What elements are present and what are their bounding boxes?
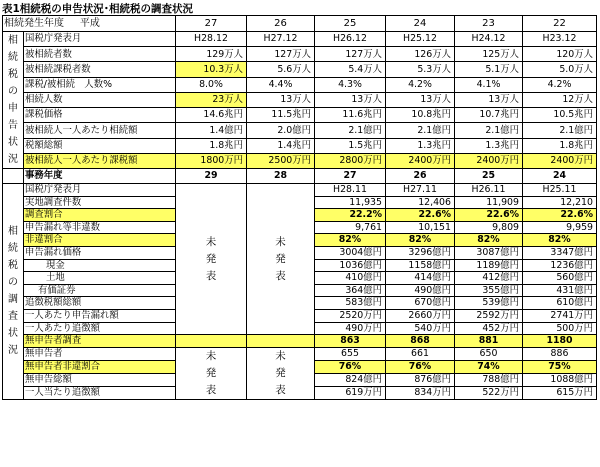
table-row [3, 77, 597, 92]
cell: 1.5兆円 [315, 138, 386, 153]
tax-table [2, 15, 597, 400]
cell: 1180 [523, 335, 597, 348]
row-label: 課税価格 [24, 108, 176, 123]
not-announced-char: 未 [275, 235, 286, 248]
cell: 22.6% [523, 209, 597, 222]
row-label: 国税庁発表月 [24, 32, 176, 47]
cell: 11.5兆円 [247, 108, 315, 123]
cell: H26.11 [455, 184, 523, 197]
cell: 127万人 [247, 47, 315, 62]
cell: 2.1億円 [315, 123, 386, 138]
cell: 2400万円 [386, 153, 455, 168]
row-label: 一人当たり追徴額 [24, 386, 176, 399]
year-cell: 26 [247, 16, 315, 32]
not-announced-char: 未 [275, 349, 286, 362]
year-cell: 28 [247, 169, 315, 184]
cell: 9,761 [315, 221, 386, 234]
row-label: 課税/被相続 人数% [24, 77, 176, 92]
cell: 490万円 [315, 322, 386, 335]
not-announced-28b [247, 347, 315, 399]
cell: 610億円 [523, 297, 597, 310]
page-title: 表1相続税の申告状況･相続税の調査状況 [2, 3, 194, 15]
not-announced-char: 未 [205, 349, 217, 362]
year-cell: 26 [386, 169, 455, 184]
cell: 76% [386, 360, 455, 373]
cell: 5.0万人 [523, 62, 597, 77]
cell: 5.1万人 [455, 62, 523, 77]
cell: 539億円 [455, 297, 523, 310]
table-row [3, 47, 597, 62]
row-label: 無申告総額 [24, 373, 176, 386]
cell: 1.8兆円 [176, 138, 247, 153]
cell: 11.6兆円 [315, 108, 386, 123]
cell: 3004億円 [315, 246, 386, 259]
vertical-char: 況 [8, 154, 18, 165]
header-label-1: 相続発生年度 [4, 18, 64, 29]
cell: 22.2% [315, 209, 386, 222]
cell: 881 [455, 335, 523, 348]
vertical-char: 状 [8, 328, 18, 340]
cell: 4.2% [386, 77, 455, 92]
cell: 13万人 [247, 92, 315, 107]
not-announced-char: 表 [205, 269, 217, 282]
cell: 4.1% [455, 77, 523, 92]
cell: 14.6兆円 [176, 108, 247, 123]
cell: 414億円 [386, 272, 455, 285]
blank-cell [247, 335, 315, 348]
cell: 1158億円 [386, 259, 455, 272]
cell: 1800万円 [176, 153, 247, 168]
row-label: 非違割合 [24, 234, 176, 247]
header-label [3, 16, 176, 32]
cell: 2741万円 [523, 309, 597, 322]
cell: 23万人 [176, 92, 247, 107]
cell: 5.6万人 [247, 62, 315, 77]
cell: 126万人 [386, 47, 455, 62]
cell: 74% [455, 360, 523, 373]
cell: 13万人 [315, 92, 386, 107]
blank-cell [176, 335, 247, 348]
vertical-char: 相 [8, 226, 18, 238]
not-announced-29 [176, 184, 247, 335]
cell: 1189億円 [455, 259, 523, 272]
row-label: 現金 [24, 259, 176, 272]
table-row [3, 62, 597, 77]
section2-vertical-label [3, 184, 24, 400]
row-label: 実地調査件数 [24, 196, 176, 209]
cell: 10.8兆円 [386, 108, 455, 123]
cell: 11,909 [455, 196, 523, 209]
table-row [3, 138, 597, 153]
cell: 788億円 [455, 373, 523, 386]
cell: 1.4兆円 [247, 138, 315, 153]
cell: 876億円 [386, 373, 455, 386]
table-row [3, 123, 597, 138]
year-cell: 23 [455, 16, 523, 32]
cell: H28.12 [176, 32, 247, 47]
cell: 410億円 [315, 272, 386, 285]
cell: 2.0億円 [247, 123, 315, 138]
cell: 2800万円 [315, 153, 386, 168]
cell: 12,406 [386, 196, 455, 209]
year-cell: 22 [523, 16, 597, 32]
cell: H25.11 [523, 184, 597, 197]
vertical-char: 調 [8, 294, 18, 306]
not-announced-28 [247, 184, 315, 335]
cell: H28.11 [315, 184, 386, 197]
cell: 583億円 [315, 297, 386, 310]
cell: 75% [523, 360, 597, 373]
cell: 452万円 [455, 322, 523, 335]
cell: 2400万円 [523, 153, 597, 168]
vertical-char: 状 [8, 137, 18, 148]
cell: 5.3万人 [386, 62, 455, 77]
year-cell: 25 [315, 16, 386, 32]
cell: 82% [315, 234, 386, 247]
cell: 3347億円 [523, 246, 597, 259]
row-label: 被相続課税者数 [24, 62, 176, 77]
cell: 2660万円 [386, 309, 455, 322]
cell: 8.0% [176, 77, 247, 92]
vertical-char: 続 [8, 243, 18, 255]
cell: 619万円 [315, 386, 386, 399]
table-row [3, 108, 597, 123]
row-label: 追徴税額総額 [24, 297, 176, 310]
cell: 364億円 [315, 284, 386, 297]
not-announced-char: 表 [275, 383, 286, 396]
vertical-char: 告 [8, 120, 18, 131]
year-cell: 27 [315, 169, 386, 184]
cell: H27.12 [247, 32, 315, 47]
cell: 661 [386, 347, 455, 360]
cell: 12,210 [523, 196, 597, 209]
cell: 868 [386, 335, 455, 348]
cell: 2.1億円 [523, 123, 597, 138]
vertical-char: 続 [8, 52, 18, 63]
cell: 2.1億円 [386, 123, 455, 138]
cell: 12万人 [523, 92, 597, 107]
table-row [3, 92, 597, 107]
not-announced-char: 未 [205, 235, 217, 248]
cell: 1.8兆円 [523, 138, 597, 153]
cell: 431億円 [523, 284, 597, 297]
vertical-char: 況 [8, 345, 18, 357]
row-label: 調査割合 [24, 209, 176, 222]
table-row [3, 32, 597, 47]
cell: 1.3兆円 [455, 138, 523, 153]
vertical-char: の [8, 277, 18, 289]
cell: 11,935 [315, 196, 386, 209]
cell: 4.3% [315, 77, 386, 92]
cell: 2500万円 [247, 153, 315, 168]
vertical-char: 申 [8, 103, 18, 114]
cell: 2400万円 [455, 153, 523, 168]
table-row [3, 335, 597, 348]
cell: 834万円 [386, 386, 455, 399]
cell: 500万円 [523, 322, 597, 335]
vertical-char: の [8, 86, 18, 97]
cell: H23.12 [523, 32, 597, 47]
cell: 886 [523, 347, 597, 360]
year-cell: 27 [176, 16, 247, 32]
blank-cell [3, 169, 24, 184]
cell: 10.5兆円 [523, 108, 597, 123]
cell: 10.7兆円 [455, 108, 523, 123]
section1-vertical-label [3, 32, 24, 169]
row-label: 税額総額 [24, 138, 176, 153]
table-row [3, 184, 597, 197]
cell: 355億円 [455, 284, 523, 297]
row-label: 土地 [24, 272, 176, 285]
cell: 522万円 [455, 386, 523, 399]
cell: 1236億円 [523, 259, 597, 272]
cell: 120万人 [523, 47, 597, 62]
cell: 129万人 [176, 47, 247, 62]
cell: 3087億円 [455, 246, 523, 259]
not-announced-char: 発 [275, 252, 286, 265]
cell: 9,809 [455, 221, 523, 234]
cell: 82% [523, 234, 597, 247]
cell: 127万人 [315, 47, 386, 62]
cell: 655 [315, 347, 386, 360]
subheader-label: 事務年度 [24, 169, 176, 184]
cell: 4.4% [247, 77, 315, 92]
subheader-row [3, 169, 597, 184]
cell: 2592万円 [455, 309, 523, 322]
year-cell: 29 [176, 169, 247, 184]
cell: 13万人 [386, 92, 455, 107]
row-label: 無申告者調査 [24, 335, 176, 348]
cell: 4.2% [523, 77, 597, 92]
cell: 863 [315, 335, 386, 348]
year-cell: 25 [455, 169, 523, 184]
cell: 82% [455, 234, 523, 247]
row-label: 国税庁発表月 [24, 184, 176, 197]
row-label: 有価証券 [24, 284, 176, 297]
row-label: 一人あたり申告漏れ額 [24, 309, 176, 322]
cell: 3296億円 [386, 246, 455, 259]
row-label: 被相続人一人あたり相続額 [24, 123, 176, 138]
cell: 670億円 [386, 297, 455, 310]
cell: 1.3兆円 [386, 138, 455, 153]
cell: 824億円 [315, 373, 386, 386]
year-cell: 24 [523, 169, 597, 184]
row-label: 無申告者非違割合 [24, 360, 176, 373]
cell: 1036億円 [315, 259, 386, 272]
cell: 540万円 [386, 322, 455, 335]
header-row [3, 16, 597, 32]
cell: 490億円 [386, 284, 455, 297]
not-announced-char: 発 [275, 366, 286, 379]
vertical-char: 税 [8, 260, 18, 272]
cell: 10,151 [386, 221, 455, 234]
cell: 615万円 [523, 386, 597, 399]
not-announced-char: 発 [205, 252, 217, 265]
cell: 22.6% [455, 209, 523, 222]
vertical-char: 税 [8, 69, 18, 80]
cell: 10.3万人 [176, 62, 247, 77]
cell: 1088億円 [523, 373, 597, 386]
table-row [3, 347, 597, 360]
cell: 13万人 [455, 92, 523, 107]
row-label: 被相続人一人あたり課税額 [24, 153, 176, 168]
cell: 9,959 [523, 221, 597, 234]
cell: 22.6% [386, 209, 455, 222]
cell: 5.4万人 [315, 62, 386, 77]
cell: 82% [386, 234, 455, 247]
row-label: 申告漏れ価格 [24, 246, 176, 259]
cell: 412億円 [455, 272, 523, 285]
cell: 560億円 [523, 272, 597, 285]
not-announced-char: 発 [205, 366, 217, 379]
not-announced-char: 表 [275, 269, 286, 282]
table-row [3, 153, 597, 168]
vertical-char: 査 [8, 311, 18, 323]
cell: 650 [455, 347, 523, 360]
cell: 76% [315, 360, 386, 373]
cell: 125万人 [455, 47, 523, 62]
row-label: 一人あたり追徴額 [24, 322, 176, 335]
cell: H26.12 [315, 32, 386, 47]
cell: H27.11 [386, 184, 455, 197]
row-label: 被相続者数 [24, 47, 176, 62]
not-announced-29b [176, 347, 247, 399]
vertical-char: 相 [8, 35, 18, 46]
not-announced-char: 表 [205, 383, 217, 396]
header-label-2: 平成 [79, 18, 100, 29]
cell: 1.4億円 [176, 123, 247, 138]
row-label: 相続人数 [24, 92, 176, 107]
year-cell: 24 [386, 16, 455, 32]
cell: H25.12 [386, 32, 455, 47]
cell: 2.1億円 [455, 123, 523, 138]
cell: 2520万円 [315, 309, 386, 322]
cell: H24.12 [455, 32, 523, 47]
row-label: 申告漏れ等非違数 [24, 221, 176, 234]
row-label: 無申告者 [24, 347, 176, 360]
